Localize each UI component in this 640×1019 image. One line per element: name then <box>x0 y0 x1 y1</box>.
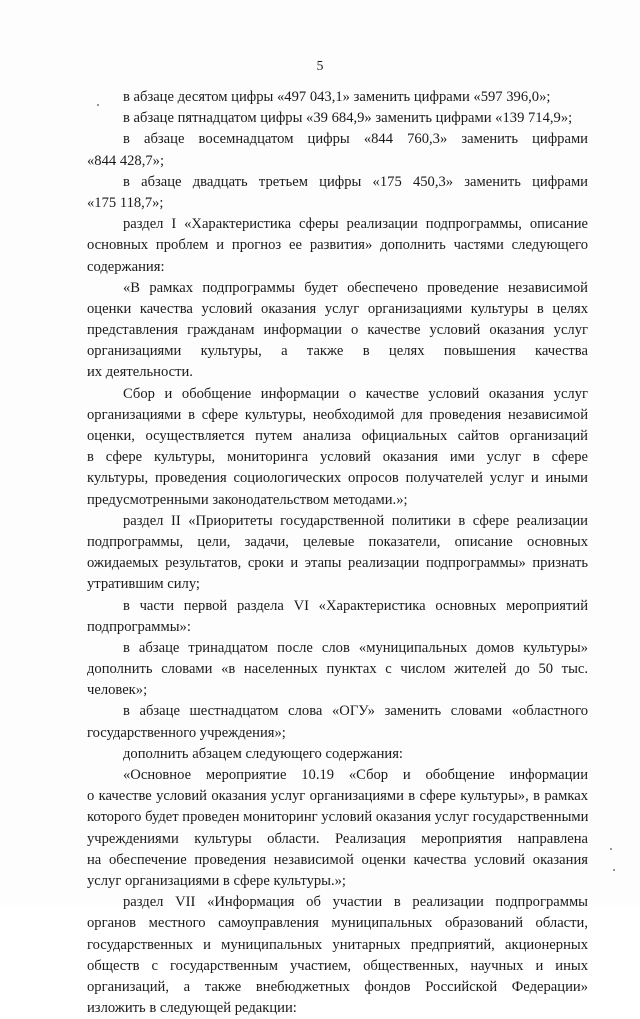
text-line: изложить в следующей редакции: <box>87 1000 297 1017</box>
text-line: представления гражданам информации о качестве условий оказания услуг <box>87 322 588 339</box>
text-line: раздел II «Приоритеты государственной политики в сфере реализации <box>123 512 588 529</box>
text-line: организаций, а также внебюджетных фондов Российской Федерации» <box>87 978 588 995</box>
page-number: 5 <box>316 58 324 73</box>
text-line: учреждениями культуры области. Реализация мероприятия направлена <box>87 830 588 847</box>
text-line: их деятельности. <box>87 364 193 381</box>
text-line: основных проблем и прогноз ее развития» дополнить частями следующего <box>87 237 588 254</box>
text-line: в абзаце десятом цифры «497 043,1» заменить цифрами «597 396,0»; <box>123 89 551 105</box>
text-line: организациями культуры, а также в целях повышения качества <box>87 343 588 360</box>
text-line: подпрограммы, цели, задачи, целевые показатели, описание основных <box>87 533 588 550</box>
text-line: органов местного самоуправления муниципальных образований области, <box>87 915 588 932</box>
text-line: подпрограммы»: <box>87 618 191 635</box>
text-line: культуры, проведения социологических опросов получателей услуг и иными <box>87 470 588 487</box>
text-line: дополнить абзацем следующего содержания: <box>123 745 403 762</box>
scan-speck <box>613 869 615 871</box>
text-line: обществ с государственным участием, общественных, научных и иных <box>87 957 588 974</box>
text-line: «Основное мероприятие 10.19 «Сбор и обобщение информации <box>123 767 588 783</box>
text-line: оценки качества условий оказания услуг организациями культуры в целях <box>87 300 588 317</box>
text-line: раздел VII «Информация об участии в реализации подпрограммы <box>123 894 588 911</box>
text-line: Сбор и обобщение информации о качестве условий оказания услуг <box>123 385 588 402</box>
text-line: оценки, осуществляется путем анализа официальных сайтов организаций <box>87 428 588 444</box>
scan-speck <box>97 104 99 106</box>
text-line: в абзаце пятнадцатом цифры «39 684,9» заменить цифрами «139 714,9»; <box>123 110 573 127</box>
text-line: предусмотренными законодательством методами.»; <box>87 491 408 508</box>
text-line: услуг организациями в сфере культуры.»; <box>87 872 346 889</box>
text-line: содержания: <box>87 258 165 275</box>
text-line: в сфере культуры, мониторинга условий оказания ими услуг в сфере <box>87 449 588 466</box>
text-line: в абзаце тринадцатом после слов «муниципальных домов культуры» <box>123 639 588 656</box>
text-line: о качестве условий оказания услуг организациями в сфере культуры», в рамках <box>87 788 588 805</box>
scan-speck <box>610 848 612 850</box>
text-line: утратившим силу; <box>87 576 200 593</box>
text-line: раздел I «Характеристика сферы реализации подпрограммы, описание <box>123 216 588 233</box>
text-line: государственного учреждения»; <box>87 724 286 741</box>
text-line: дополнить словами «в населенных пунктах с числом жителей до 50 тыс. <box>87 661 588 678</box>
text-line: организациями в сфере культуры, необходимой для проведения независимой <box>87 406 588 423</box>
text-line: в абзаце двадцать третьем цифры «175 450,3» заменить цифрами <box>123 173 588 190</box>
text-line: которого будет проведен мониторинг условий оказания услуг государственными <box>87 809 588 826</box>
text-line: в абзаце шестнадцатом слова «ОГУ» заменить словами «областного <box>123 703 588 720</box>
text-line: в абзаце восемнадцатом цифры «844 760,3» заменить цифрами <box>123 131 588 148</box>
text-line: «В рамках подпрограммы будет обеспечено проведение независимой <box>123 279 588 296</box>
text-line: человек»; <box>87 682 148 699</box>
text-line: на обеспечение проведения независимой оценки качества условий оказания <box>87 851 588 868</box>
text-line: в части первой раздела VI «Характеристика основных мероприятий <box>123 597 588 614</box>
text-line: ожидаемых результатов, сроки и этапы реализации подпрограммы» признать <box>87 555 588 572</box>
text-line: «844 428,7»; <box>87 152 165 169</box>
document-body <box>87 87 588 1019</box>
text-line: государственных и муниципальных унитарных предприятий, акционерных <box>87 936 588 953</box>
text-line: «175 118,7»; <box>87 194 164 211</box>
